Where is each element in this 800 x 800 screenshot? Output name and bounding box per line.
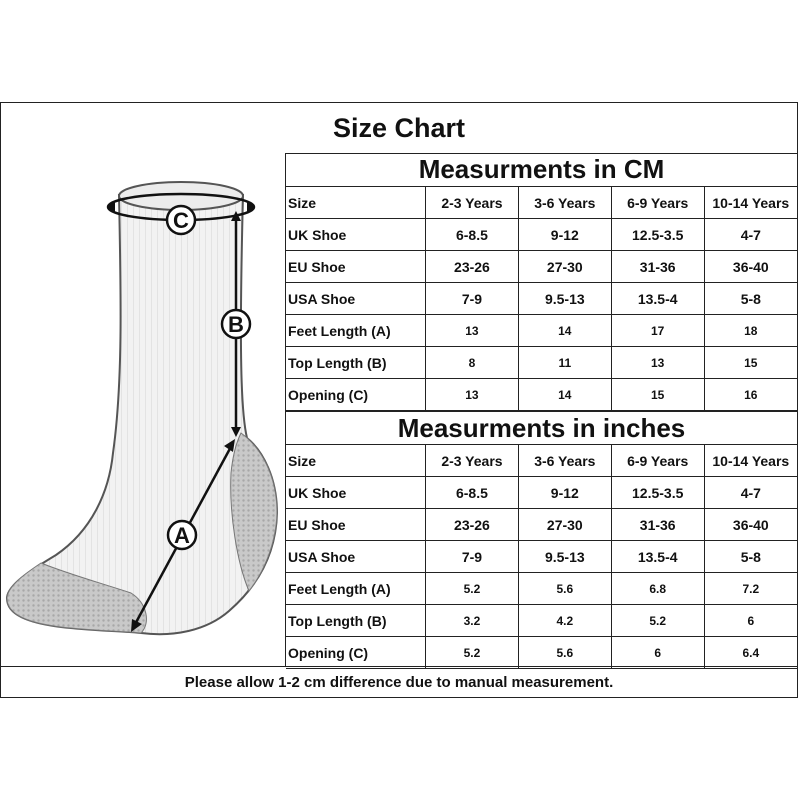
value-cell: 6.8 (611, 573, 704, 605)
value-cell: 13.5-4 (611, 283, 704, 315)
marker-b (222, 310, 250, 338)
value-cell: 5.6 (518, 573, 611, 605)
table-row (286, 637, 797, 669)
value-cell: 9.5-13 (518, 283, 611, 315)
value-cell: 6.4 (704, 637, 797, 669)
value-cell: 13 (426, 379, 519, 411)
marker-c (167, 206, 195, 234)
svg-text:C: C (173, 208, 189, 233)
row-label: UK Shoe (286, 477, 426, 509)
value-cell: 14 (518, 315, 611, 347)
inch-table (286, 445, 797, 669)
table-row (286, 315, 797, 347)
table-row (286, 509, 797, 541)
value-cell: 5-8 (704, 541, 797, 573)
svg-text:A: A (174, 523, 190, 548)
cm-table (286, 187, 797, 411)
sock-diagram-panel (1, 153, 286, 666)
inch-section-heading: Measurments in inches (286, 411, 797, 445)
marker-a (168, 521, 196, 549)
row-label: UK Shoe (286, 219, 426, 251)
value-cell: 5.2 (611, 605, 704, 637)
row-label: Feet Length (A) (286, 315, 426, 347)
row-label: USA Shoe (286, 541, 426, 573)
row-label: Top Length (B) (286, 347, 426, 379)
header-size-cell: Size (286, 187, 426, 219)
value-cell: 27-30 (518, 509, 611, 541)
value-cell: 11 (518, 347, 611, 379)
cm-section-heading: Measurments in CM (286, 153, 797, 187)
value-cell: 6-8.5 (426, 219, 519, 251)
table-row (286, 283, 797, 315)
header-age-cell: 6-9 Years (611, 445, 704, 477)
value-cell: 13 (426, 315, 519, 347)
value-cell: 36-40 (704, 509, 797, 541)
value-cell: 6 (704, 605, 797, 637)
value-cell: 4-7 (704, 477, 797, 509)
header-age-cell: 10-14 Years (704, 445, 797, 477)
sock-diagram (1, 153, 285, 666)
row-label: Feet Length (A) (286, 573, 426, 605)
value-cell: 5.2 (426, 573, 519, 605)
svg-text:B: B (228, 312, 244, 337)
value-cell: 14 (518, 379, 611, 411)
value-cell: 16 (704, 379, 797, 411)
footer-note: Please allow 1-2 cm difference due to manual measurement. (1, 666, 797, 698)
value-cell: 23-26 (426, 251, 519, 283)
table-row (286, 477, 797, 509)
row-label: EU Shoe (286, 251, 426, 283)
value-cell: 15 (704, 347, 797, 379)
row-label: EU Shoe (286, 509, 426, 541)
table-row (286, 347, 797, 379)
value-cell: 5.6 (518, 637, 611, 669)
value-cell: 27-30 (518, 251, 611, 283)
value-cell: 12.5-3.5 (611, 477, 704, 509)
chart-title: Size Chart (1, 103, 797, 154)
table-row (286, 573, 797, 605)
row-label: Opening (C) (286, 637, 426, 669)
header-age-cell: 6-9 Years (611, 187, 704, 219)
header-size-cell: Size (286, 445, 426, 477)
value-cell: 17 (611, 315, 704, 347)
header-age-cell: 3-6 Years (518, 445, 611, 477)
value-cell: 8 (426, 347, 519, 379)
value-cell: 12.5-3.5 (611, 219, 704, 251)
value-cell: 7.2 (704, 573, 797, 605)
value-cell: 36-40 (704, 251, 797, 283)
value-cell: 13.5-4 (611, 541, 704, 573)
row-label: USA Shoe (286, 283, 426, 315)
value-cell: 23-26 (426, 509, 519, 541)
value-cell: 13 (611, 347, 704, 379)
value-cell: 4-7 (704, 219, 797, 251)
value-cell: 5-8 (704, 283, 797, 315)
value-cell: 6 (611, 637, 704, 669)
row-label: Top Length (B) (286, 605, 426, 637)
header-row (286, 187, 797, 219)
table-row (286, 251, 797, 283)
value-cell: 9-12 (518, 477, 611, 509)
value-cell: 7-9 (426, 283, 519, 315)
header-row (286, 445, 797, 477)
table-row (286, 219, 797, 251)
value-cell: 9.5-13 (518, 541, 611, 573)
value-cell: 18 (704, 315, 797, 347)
measurement-tables (286, 153, 797, 666)
table-row (286, 605, 797, 637)
row-label: Opening (C) (286, 379, 426, 411)
table-row (286, 541, 797, 573)
table-row (286, 379, 797, 411)
size-chart (0, 102, 798, 698)
value-cell: 31-36 (611, 251, 704, 283)
value-cell: 9-12 (518, 219, 611, 251)
header-age-cell: 10-14 Years (704, 187, 797, 219)
value-cell: 3.2 (426, 605, 519, 637)
value-cell: 15 (611, 379, 704, 411)
header-age-cell: 2-3 Years (426, 187, 519, 219)
value-cell: 6-8.5 (426, 477, 519, 509)
value-cell: 5.2 (426, 637, 519, 669)
header-age-cell: 2-3 Years (426, 445, 519, 477)
value-cell: 31-36 (611, 509, 704, 541)
value-cell: 7-9 (426, 541, 519, 573)
header-age-cell: 3-6 Years (518, 187, 611, 219)
value-cell: 4.2 (518, 605, 611, 637)
